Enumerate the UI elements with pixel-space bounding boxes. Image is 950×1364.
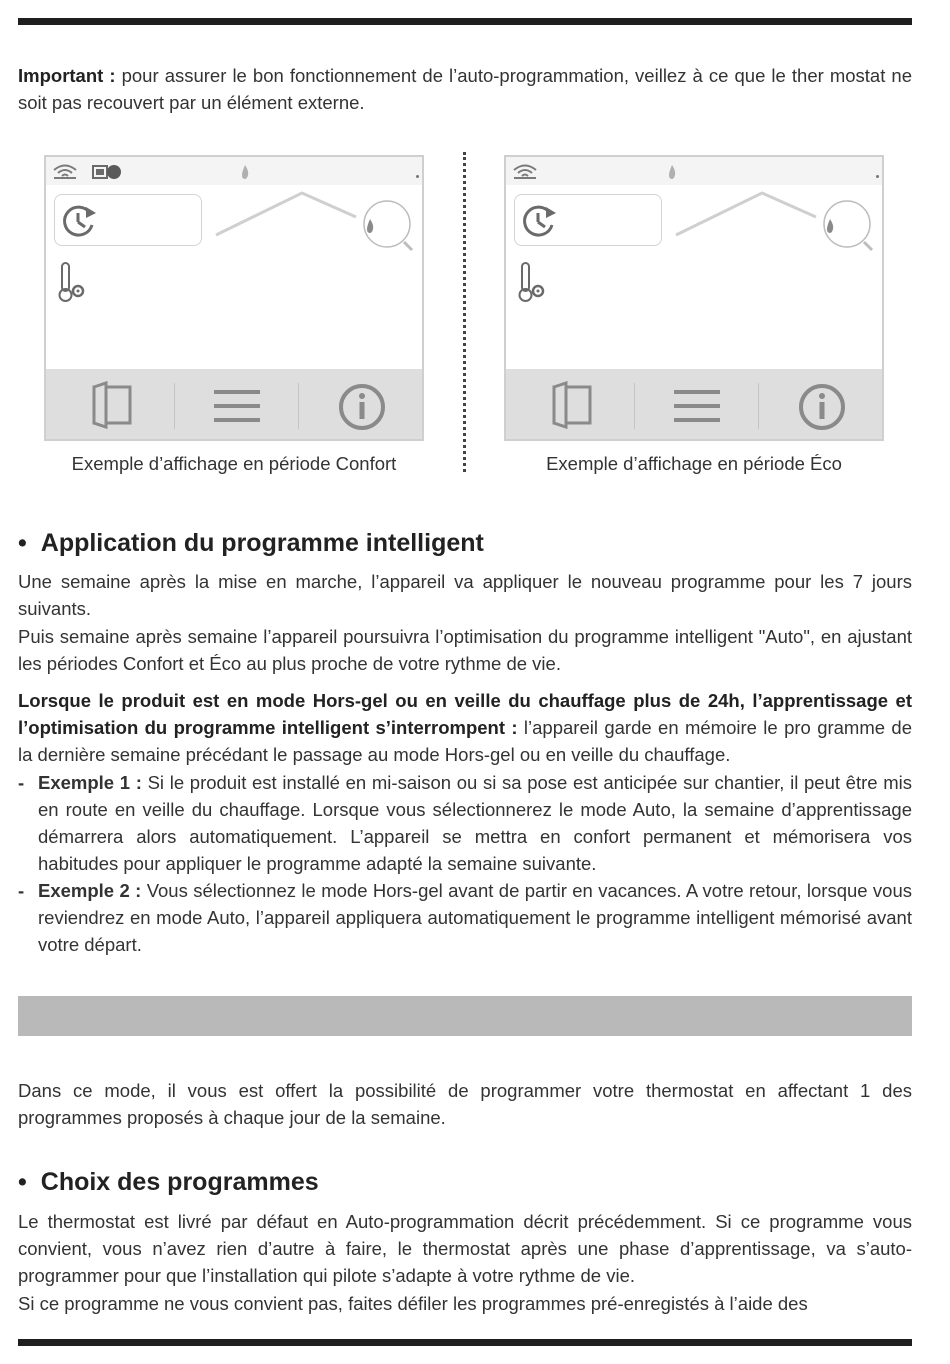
window-icon[interactable] <box>550 381 594 431</box>
window-icon[interactable] <box>90 381 134 431</box>
nav-separator <box>298 383 299 429</box>
important-label: Important : <box>18 65 116 86</box>
drop-dial-icon <box>360 197 420 257</box>
bottom-rule <box>18 1339 912 1346</box>
section-heading-application <box>18 528 484 558</box>
paragraph: Puis semaine après semaine l’appareil poursuivra l’optimisation du programme intelligent "Auto", en ajustant les périodes Confort et Éco au plus proche de votre rythme de vie. <box>18 626 912 674</box>
top-rule <box>18 18 912 25</box>
dash-bullet: - <box>18 772 25 793</box>
nav-separator <box>758 383 759 429</box>
auto-program-icon <box>520 203 560 239</box>
nav-separator <box>634 383 635 429</box>
flame-icon <box>667 164 677 180</box>
section-banner <box>18 996 912 1036</box>
battery-icon <box>92 164 122 180</box>
section-heading-choix <box>18 1167 319 1197</box>
nav-separator <box>174 383 175 429</box>
paragraph: Le thermostat est livré par défaut en Auto-programmation décrit précédemment. Si ce programme vous convient, vous n’avez rien d’autre à faire, le thermostat après une phase d’apprentissage, va s’auto-programmer pour que l’installation qui pilote s’adapte à votre rythme de vie. <box>18 1211 912 1286</box>
status-dot <box>876 175 879 178</box>
list-item-example-1 <box>18 769 912 877</box>
bullet-icon: • <box>18 1168 27 1196</box>
example-label: Exemple 2 : <box>38 880 142 901</box>
bold-text: Lorsque le produit est en mode Hors-gel ou en veille du chauffage plus de 24h, l’apprentissage et l’optimisation du programme intelligent s’interrompent : <box>18 690 912 738</box>
example-text: Si le produit est installé en mi-saison ou si sa pose est anticipée sur chantier, il peut être mis en route en veille du chauffage. Lorsque vous sélectionnerez le mode Auto, la semaine d’apprentissage démarrera alors automatiquement. L’appareil se mettra en confort permanent et mémorisera vos habitudes pour appliquer le programme adapté la semaine suivante. <box>38 772 912 874</box>
paragraph-intro: Dans ce mode, il vous est offert la possibilité de programmer votre thermostat en affectant 1 des programmes proposés à chaque jour de la semaine. <box>18 1080 912 1128</box>
thermometer-settings-icon[interactable] <box>518 261 548 305</box>
menu-icon[interactable] <box>212 387 262 427</box>
wifi-icon <box>52 162 78 180</box>
example-label: Exemple 1 : <box>38 772 142 793</box>
status-dot <box>416 175 419 178</box>
thermostat-screen-eco <box>504 155 884 441</box>
wifi-icon <box>512 162 538 180</box>
flame-icon <box>240 164 250 180</box>
heading-text: Choix des programmes <box>40 1168 319 1196</box>
dash-bullet: - <box>18 880 25 901</box>
paragraph: Si ce programme ne vous convient pas, faites défiler les programmes pré-enregistés à l’aide des <box>18 1293 808 1314</box>
bullet-icon: • <box>18 529 27 557</box>
heading-text: Application du programme intelligent <box>40 529 484 557</box>
info-icon[interactable] <box>798 383 846 431</box>
paragraph: Une semaine après la mise en marche, l’appareil va appliquer le nouveau programme pour les 7 jours suivants. <box>18 571 912 619</box>
program-curve <box>674 187 819 242</box>
paragraph-hors-gel <box>18 687 912 768</box>
auto-program-icon <box>60 203 100 239</box>
paragraph-text: l’appareil garde en mémoire le pro gramme de la dernière semaine précédant le passage au mode Hors-gel ou en veille du chauffage. <box>18 717 912 765</box>
left-caption: Exemple d’affichage en période Confort <box>71 453 397 474</box>
figure-divider <box>463 152 466 472</box>
important-text: pour assurer le bon fonctionnement de l’auto-programmation, veillez à ce que le ther mostat ne soit pas recouvert par un élément externe. <box>18 65 912 113</box>
menu-icon[interactable] <box>672 387 722 427</box>
thermometer-settings-icon[interactable] <box>58 261 88 305</box>
example-text: Vous sélectionnez le mode Hors-gel avant de partir en vacances. A votre retour, lorsque vous reviendrez en mode Auto, l’appareil appliquera automatiquement le programme intelligent mémorisé avant votre départ. <box>38 880 913 955</box>
thermostat-screen-confort <box>44 155 424 441</box>
program-curve <box>214 187 359 242</box>
right-caption: Exemple d’affichage en période Éco <box>546 453 842 474</box>
info-icon[interactable] <box>338 383 386 431</box>
list-item-example-2 <box>18 877 912 958</box>
status-bar <box>506 157 882 185</box>
important-note <box>18 62 912 116</box>
drop-dial-icon <box>820 197 880 257</box>
